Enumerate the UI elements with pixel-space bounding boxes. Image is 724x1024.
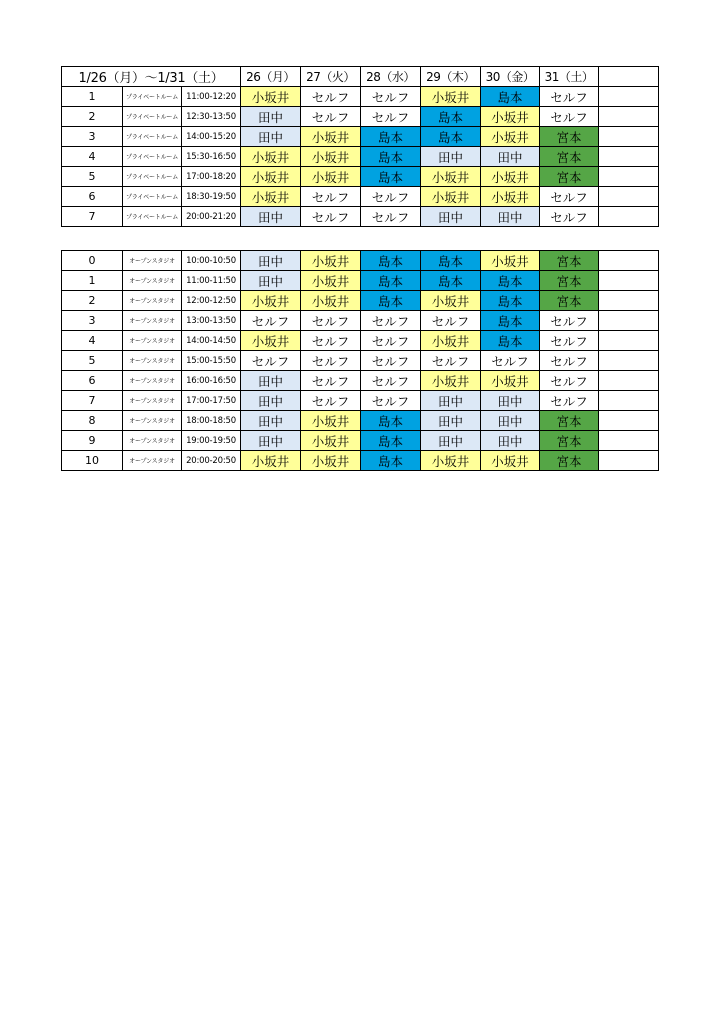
room-type: オープンスタジオ bbox=[123, 371, 182, 391]
staff-cell: 田中 bbox=[481, 391, 540, 411]
table-row bbox=[62, 187, 659, 207]
staff-cell: 宮本 bbox=[540, 271, 599, 291]
staff-cell: 小坂井 bbox=[301, 127, 361, 147]
staff-cell: 宮本 bbox=[540, 167, 599, 187]
staff-cell: 田中 bbox=[241, 251, 301, 271]
day-header-30: 30（金） bbox=[481, 67, 540, 87]
time-slot: 12:00-12:50 bbox=[182, 291, 241, 311]
staff-cell: セルフ bbox=[241, 311, 301, 331]
table-row bbox=[62, 451, 659, 471]
staff-cell: 田中 bbox=[481, 411, 540, 431]
slot-number: 3 bbox=[62, 311, 123, 331]
time-slot: 18:30-19:50 bbox=[182, 187, 241, 207]
room-type: オープンスタジオ bbox=[123, 311, 182, 331]
staff-cell: 小坂井 bbox=[421, 451, 481, 471]
empty-cell bbox=[599, 411, 659, 431]
empty-cell bbox=[599, 351, 659, 371]
open-studio-schedule-table bbox=[61, 250, 659, 471]
time-slot: 12:30-13:50 bbox=[182, 107, 241, 127]
staff-cell: セルフ bbox=[540, 371, 599, 391]
slot-number: 1 bbox=[62, 87, 123, 107]
time-slot: 17:00-17:50 bbox=[182, 391, 241, 411]
staff-cell: 島本 bbox=[421, 127, 481, 147]
staff-cell: 小坂井 bbox=[241, 87, 301, 107]
empty-cell bbox=[599, 371, 659, 391]
staff-cell: セルフ bbox=[421, 311, 481, 331]
room-type: プライベートルーム bbox=[123, 127, 182, 147]
staff-cell: 田中 bbox=[421, 207, 481, 227]
staff-cell: 小坂井 bbox=[421, 291, 481, 311]
staff-cell: 島本 bbox=[421, 107, 481, 127]
staff-cell: 小坂井 bbox=[301, 451, 361, 471]
staff-cell: 田中 bbox=[241, 431, 301, 451]
empty-cell bbox=[599, 271, 659, 291]
open-schedule-body bbox=[62, 251, 659, 471]
staff-cell: セルフ bbox=[301, 311, 361, 331]
table-row bbox=[62, 207, 659, 227]
table-row bbox=[62, 147, 659, 167]
staff-cell: 小坂井 bbox=[481, 167, 540, 187]
table-row bbox=[62, 127, 659, 147]
time-slot: 14:00-15:20 bbox=[182, 127, 241, 147]
staff-cell: 田中 bbox=[241, 127, 301, 147]
table-row bbox=[62, 431, 659, 451]
time-slot: 10:00-10:50 bbox=[182, 251, 241, 271]
room-type: オープンスタジオ bbox=[123, 351, 182, 371]
staff-cell: 田中 bbox=[241, 207, 301, 227]
staff-cell: セルフ bbox=[361, 87, 421, 107]
staff-cell: セルフ bbox=[361, 371, 421, 391]
day-header-26: 26（月） bbox=[241, 67, 301, 87]
staff-cell: セルフ bbox=[301, 207, 361, 227]
staff-cell: 島本 bbox=[481, 311, 540, 331]
staff-cell: 宮本 bbox=[540, 411, 599, 431]
staff-cell: 小坂井 bbox=[421, 371, 481, 391]
empty-cell bbox=[599, 391, 659, 411]
slot-number: 6 bbox=[62, 371, 123, 391]
staff-cell: セルフ bbox=[301, 351, 361, 371]
staff-cell: 田中 bbox=[241, 411, 301, 431]
slot-number: 9 bbox=[62, 431, 123, 451]
header-row bbox=[62, 67, 659, 87]
room-type: オープンスタジオ bbox=[123, 291, 182, 311]
staff-cell: 小坂井 bbox=[421, 167, 481, 187]
staff-cell: 田中 bbox=[241, 391, 301, 411]
staff-cell: 島本 bbox=[361, 271, 421, 291]
empty-cell bbox=[599, 331, 659, 351]
staff-cell: 宮本 bbox=[540, 431, 599, 451]
table-row bbox=[62, 391, 659, 411]
time-slot: 13:00-13:50 bbox=[182, 311, 241, 331]
staff-cell: 小坂井 bbox=[301, 411, 361, 431]
staff-cell: セルフ bbox=[540, 311, 599, 331]
staff-cell: 島本 bbox=[421, 251, 481, 271]
staff-cell: 田中 bbox=[241, 107, 301, 127]
table-row bbox=[62, 291, 659, 311]
empty-cell bbox=[599, 127, 659, 147]
staff-cell: セルフ bbox=[481, 351, 540, 371]
empty-cell bbox=[599, 311, 659, 331]
slot-number: 5 bbox=[62, 351, 123, 371]
staff-cell: 小坂井 bbox=[481, 371, 540, 391]
staff-cell: 田中 bbox=[421, 431, 481, 451]
staff-cell: 島本 bbox=[361, 147, 421, 167]
staff-cell: セルフ bbox=[301, 371, 361, 391]
slot-number: 4 bbox=[62, 331, 123, 351]
empty-cell bbox=[599, 167, 659, 187]
staff-cell: 島本 bbox=[481, 291, 540, 311]
staff-cell: セルフ bbox=[540, 331, 599, 351]
staff-cell: セルフ bbox=[540, 107, 599, 127]
slot-number: 4 bbox=[62, 147, 123, 167]
staff-cell: 田中 bbox=[421, 411, 481, 431]
staff-cell: 小坂井 bbox=[481, 187, 540, 207]
staff-cell: 島本 bbox=[361, 411, 421, 431]
staff-cell: 田中 bbox=[241, 271, 301, 291]
staff-cell: セルフ bbox=[361, 207, 421, 227]
staff-cell: セルフ bbox=[540, 391, 599, 411]
room-type: オープンスタジオ bbox=[123, 391, 182, 411]
empty-cell bbox=[599, 451, 659, 471]
staff-cell: 小坂井 bbox=[421, 187, 481, 207]
slot-number: 2 bbox=[62, 107, 123, 127]
table-row bbox=[62, 107, 659, 127]
time-slot: 15:00-15:50 bbox=[182, 351, 241, 371]
slot-number: 7 bbox=[62, 207, 123, 227]
staff-cell: セルフ bbox=[301, 87, 361, 107]
staff-cell: 田中 bbox=[481, 431, 540, 451]
table-row bbox=[62, 271, 659, 291]
staff-cell: 島本 bbox=[361, 167, 421, 187]
table-row bbox=[62, 411, 659, 431]
empty-cell bbox=[599, 291, 659, 311]
empty-cell bbox=[599, 187, 659, 207]
room-type: オープンスタジオ bbox=[123, 431, 182, 451]
table-row bbox=[62, 251, 659, 271]
staff-cell: セルフ bbox=[301, 391, 361, 411]
staff-cell: 島本 bbox=[361, 431, 421, 451]
room-type: プライベートルーム bbox=[123, 167, 182, 187]
staff-cell: 田中 bbox=[481, 147, 540, 167]
staff-cell: 島本 bbox=[421, 271, 481, 291]
room-type: プライベートルーム bbox=[123, 187, 182, 207]
slot-number: 8 bbox=[62, 411, 123, 431]
time-slot: 14:00-14:50 bbox=[182, 331, 241, 351]
empty-cell bbox=[599, 147, 659, 167]
staff-cell: 小坂井 bbox=[241, 187, 301, 207]
private-room-schedule-table bbox=[61, 66, 659, 227]
day-header-31: 31（土） bbox=[540, 67, 599, 87]
staff-cell: 宮本 bbox=[540, 127, 599, 147]
staff-cell: セルフ bbox=[540, 351, 599, 371]
staff-cell: セルフ bbox=[361, 187, 421, 207]
staff-cell: セルフ bbox=[301, 187, 361, 207]
day-header-27: 27（火） bbox=[301, 67, 361, 87]
staff-cell: 宮本 bbox=[540, 291, 599, 311]
room-type: オープンスタジオ bbox=[123, 411, 182, 431]
room-type: オープンスタジオ bbox=[123, 331, 182, 351]
staff-cell: 小坂井 bbox=[241, 167, 301, 187]
staff-cell: 小坂井 bbox=[301, 251, 361, 271]
staff-cell: セルフ bbox=[241, 351, 301, 371]
staff-cell: 小坂井 bbox=[481, 451, 540, 471]
staff-cell: 宮本 bbox=[540, 147, 599, 167]
table-row bbox=[62, 87, 659, 107]
staff-cell: 小坂井 bbox=[241, 147, 301, 167]
empty-cell bbox=[599, 207, 659, 227]
private-schedule-body bbox=[62, 67, 659, 227]
staff-cell: 島本 bbox=[481, 271, 540, 291]
time-slot: 11:00-12:20 bbox=[182, 87, 241, 107]
staff-cell: 宮本 bbox=[540, 451, 599, 471]
empty-cell bbox=[599, 431, 659, 451]
slot-number: 2 bbox=[62, 291, 123, 311]
room-type: オープンスタジオ bbox=[123, 271, 182, 291]
room-type: プライベートルーム bbox=[123, 87, 182, 107]
staff-cell: 島本 bbox=[481, 331, 540, 351]
staff-cell: セルフ bbox=[361, 351, 421, 371]
time-slot: 18:00-18:50 bbox=[182, 411, 241, 431]
staff-cell: 小坂井 bbox=[241, 451, 301, 471]
staff-cell: セルフ bbox=[361, 107, 421, 127]
staff-cell: セルフ bbox=[361, 391, 421, 411]
staff-cell: 小坂井 bbox=[301, 271, 361, 291]
time-slot: 17:00-18:20 bbox=[182, 167, 241, 187]
staff-cell: セルフ bbox=[540, 87, 599, 107]
empty-cell bbox=[599, 251, 659, 271]
room-type: オープンスタジオ bbox=[123, 451, 182, 471]
staff-cell: セルフ bbox=[301, 107, 361, 127]
slot-number: 6 bbox=[62, 187, 123, 207]
slot-number: 10 bbox=[62, 451, 123, 471]
time-slot: 20:00-20:50 bbox=[182, 451, 241, 471]
staff-cell: 島本 bbox=[361, 251, 421, 271]
table-row bbox=[62, 371, 659, 391]
staff-cell: 田中 bbox=[481, 207, 540, 227]
staff-cell: 田中 bbox=[241, 371, 301, 391]
staff-cell: 小坂井 bbox=[301, 147, 361, 167]
slot-number: 0 bbox=[62, 251, 123, 271]
staff-cell: セルフ bbox=[421, 351, 481, 371]
staff-cell: 小坂井 bbox=[241, 331, 301, 351]
time-slot: 15:30-16:50 bbox=[182, 147, 241, 167]
staff-cell: セルフ bbox=[361, 311, 421, 331]
staff-cell: セルフ bbox=[361, 331, 421, 351]
time-slot: 16:00-16:50 bbox=[182, 371, 241, 391]
staff-cell: 田中 bbox=[421, 147, 481, 167]
table-row bbox=[62, 351, 659, 371]
staff-cell: 島本 bbox=[361, 451, 421, 471]
slot-number: 7 bbox=[62, 391, 123, 411]
date-range-header: 1/26（月）～1/31（土） bbox=[62, 67, 241, 87]
staff-cell: セルフ bbox=[540, 187, 599, 207]
staff-cell: 小坂井 bbox=[301, 431, 361, 451]
room-type: プライベートルーム bbox=[123, 207, 182, 227]
staff-cell: 小坂井 bbox=[301, 291, 361, 311]
slot-number: 3 bbox=[62, 127, 123, 147]
staff-cell: 小坂井 bbox=[481, 107, 540, 127]
empty-cell bbox=[599, 87, 659, 107]
day-header-29: 29（木） bbox=[421, 67, 481, 87]
staff-cell: 小坂井 bbox=[481, 127, 540, 147]
staff-cell: 小坂井 bbox=[481, 251, 540, 271]
staff-cell: 島本 bbox=[361, 291, 421, 311]
slot-number: 1 bbox=[62, 271, 123, 291]
table-row bbox=[62, 167, 659, 187]
staff-cell: 小坂井 bbox=[421, 331, 481, 351]
header-empty-cell bbox=[599, 67, 659, 87]
time-slot: 11:00-11:50 bbox=[182, 271, 241, 291]
staff-cell: 島本 bbox=[361, 127, 421, 147]
table-row bbox=[62, 331, 659, 351]
staff-cell: 小坂井 bbox=[421, 87, 481, 107]
staff-cell: 宮本 bbox=[540, 251, 599, 271]
table-row bbox=[62, 311, 659, 331]
day-header-28: 28（水） bbox=[361, 67, 421, 87]
empty-cell bbox=[599, 107, 659, 127]
room-type: オープンスタジオ bbox=[123, 251, 182, 271]
staff-cell: 田中 bbox=[421, 391, 481, 411]
staff-cell: 島本 bbox=[481, 87, 540, 107]
staff-cell: セルフ bbox=[540, 207, 599, 227]
staff-cell: セルフ bbox=[301, 331, 361, 351]
staff-cell: 小坂井 bbox=[241, 291, 301, 311]
time-slot: 20:00-21:20 bbox=[182, 207, 241, 227]
time-slot: 19:00-19:50 bbox=[182, 431, 241, 451]
staff-cell: 小坂井 bbox=[301, 167, 361, 187]
room-type: プライベートルーム bbox=[123, 147, 182, 167]
slot-number: 5 bbox=[62, 167, 123, 187]
room-type: プライベートルーム bbox=[123, 107, 182, 127]
